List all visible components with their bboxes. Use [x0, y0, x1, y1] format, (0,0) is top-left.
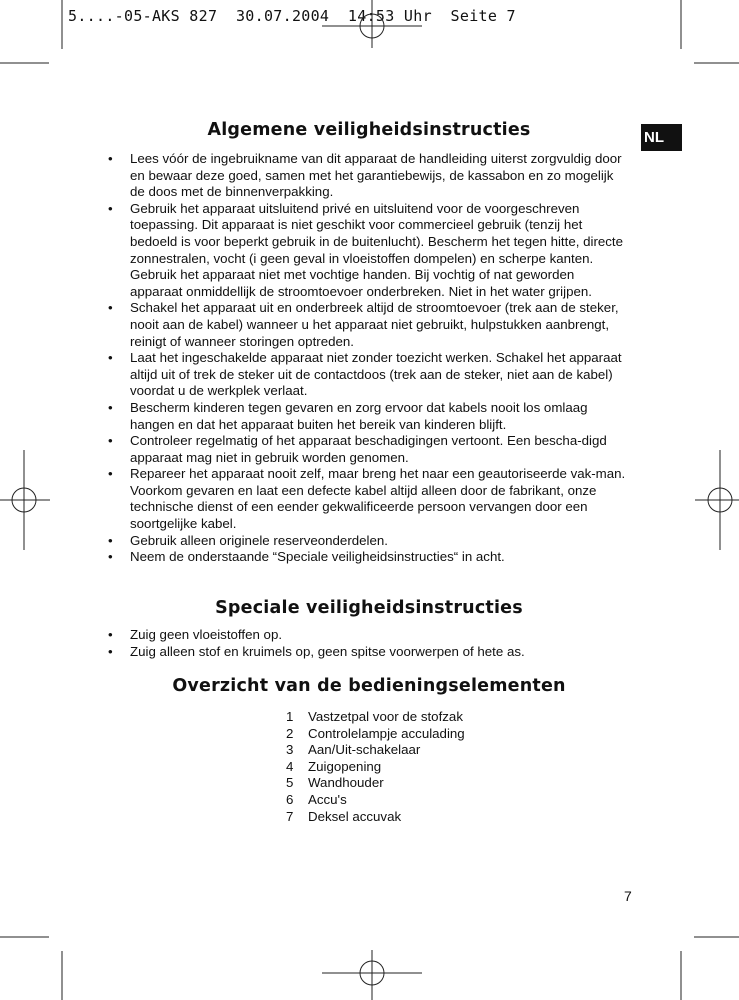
bullet-icon: • — [108, 643, 113, 659]
list-item: • Gebruik het apparaat uitsluitend privé en uitsluitend voor de voorgeschreven toepassing. Dit apparaat is niet geschikt voor commercieel gebruik (tenzij het bedoeld is voor beperkt gebruik in de buitenlucht). Bescherm het tegen hitte, directe zonnestralen, vocht (i geen geval in vloeistoffen dompelen) en scherpe kanten. Gebruik het apparaat niet met vochtige handen. Bij vochtig of nat geworden apparaat onmiddellijk de stroomtoevoer onderbreken. Niet in het water grijpen. — [108, 200, 624, 299]
list-item: • Schakel het apparaat uit en onderbreek altijd de stroomtoevoer (trek aan de steker, nooit aan de kabel) wanneer u het apparaat niet gebruikt, hulpstukken aanbrengt, reinigt of wanneer storingen optreden. — [108, 300, 619, 349]
bullet-icon: • — [108, 399, 113, 415]
page-number: 7 — [624, 888, 632, 904]
bullet-icon: • — [108, 532, 113, 548]
list-item: • Repareer het apparaat nooit zelf, maar breng het naar een geautoriseerde vak-man. Voorkom gevaren en laat een defecte kabel altijd alleen door de fabrikant, onze technische dienst of een eender gekwalificeerde persoon vervangen door een soortgelijke kabel. — [108, 466, 626, 532]
list-item: • Neem de onderstaande “Speciale veiligheidsinstructies“ in acht. — [108, 549, 505, 565]
bullet-icon: • — [108, 350, 113, 366]
bullet-icon: • — [108, 200, 113, 216]
bullet-icon: • — [108, 151, 113, 166]
list-item: • Zuig geen vloeistoffen op. — [108, 627, 283, 642]
legend-item: 6 Accu's — [286, 791, 347, 807]
section-title-general: Algemene veiligheidsinstructies — [207, 120, 531, 140]
list-item: • Gebruik alleen originele reserveonderdelen. — [108, 532, 388, 548]
legend-item: 4 Zuigopening — [286, 758, 382, 774]
printer-slug-line: 5....-05-AKS 827 30.07.2004 14:53 Uhr Seite 7 — [68, 7, 516, 25]
legend-item: 2 Controlelampje acculading — [286, 725, 465, 741]
bullet-icon: • — [108, 433, 113, 449]
list-item: • Laat het ingeschakelde apparaat niet zonder toezicht werken. Schakel het apparaat altijd uit of trek de steker uit de contactdoos (trek aan de steker, niet aan de kabel) voordat u de werkplek verlaat. — [108, 350, 622, 399]
legend-item: 5 Wandhouder — [286, 775, 384, 791]
bullet-icon: • — [108, 549, 113, 565]
special-safety-list — [108, 627, 630, 660]
list-item: • Zuig alleen stof en kruimels op, geen spitse voorwerpen of hete as. — [108, 643, 525, 659]
section-title-overview: Overzicht van de bedieningselementen — [172, 676, 566, 696]
general-safety-list — [108, 151, 630, 566]
legend-item: 3 Aan/Uit-schakelaar — [286, 742, 421, 758]
bullet-icon: • — [108, 466, 113, 482]
list-item: • Controleer regelmatig of het apparaat beschadigingen vertoont. Een bescha-digd apparaat mag niet in gebruik worden genomen. — [108, 433, 607, 465]
list-item: • Bescherm kinderen tegen gevaren en zorg ervoor dat kabels nooit los omlaag hangen en dat het apparaat buiten het bereik van kinderen blijft. — [108, 399, 588, 432]
section-title-special: Speciale veiligheidsinstructies — [215, 598, 523, 618]
legend-item: 7 Deksel accuvak — [286, 808, 402, 824]
controls-legend-list — [286, 709, 586, 825]
bullet-icon: • — [108, 300, 113, 316]
legend-item: 1 Vastzetpal voor de stofzak — [286, 709, 463, 724]
list-item: • Lees vóór de ingebruikname van dit apparaat de handleiding uiterst zorgvuldig door en bewaar deze goed, samen met het garantiebewijs, de kassabon en zo mogelijk de doos met de binnenverpakking. — [108, 151, 622, 200]
language-tab: NL — [641, 124, 682, 151]
bullet-icon: • — [108, 627, 113, 642]
